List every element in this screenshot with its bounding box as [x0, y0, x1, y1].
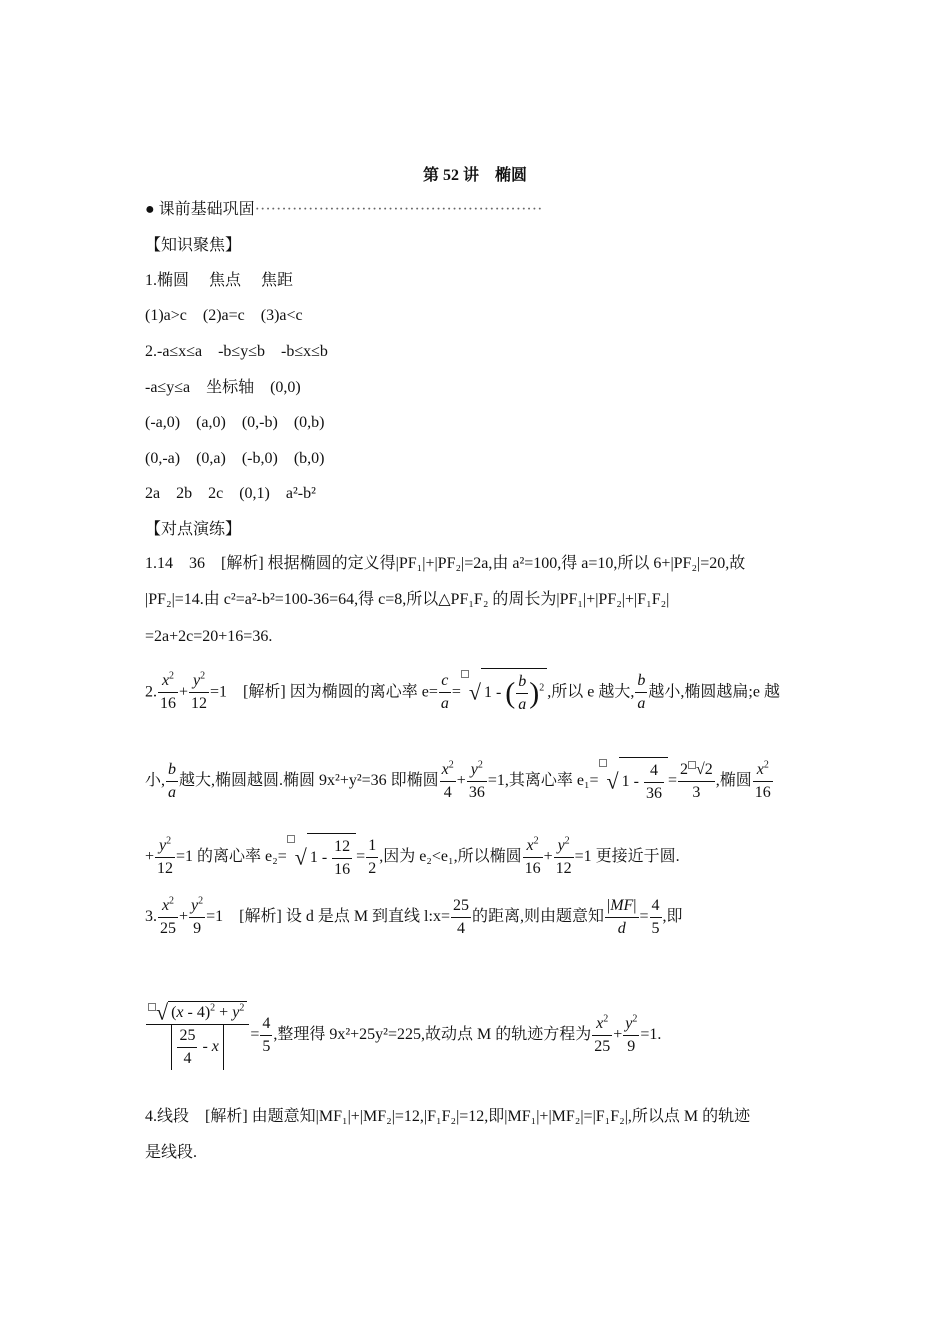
- frac-x2-4: $\frac{x^2}{4}$: [441, 759, 454, 801]
- p1-line-3: =2a+2c=20+16=36.: [145, 628, 273, 645]
- frac-x2-16-b: $\frac{x^2}{16}$: [754, 759, 771, 801]
- frac-2root2-3: $\frac{2 √2}{3}$: [679, 761, 713, 801]
- p1-line-2: |PF₂|=14.由 c²=a²-b²=100-36=64,得 c=8,所以△PF₁F₂ 的周长为|PF₁|+|PF₂|+|F₁F₂|: [145, 591, 670, 608]
- frac-x2-16-c: $\frac{x^2}{16}$: [524, 835, 541, 877]
- p2-text-10: =1 更接近于圆.: [574, 848, 680, 866]
- page-title: 第 52 讲 椭圆: [422, 167, 527, 184]
- knowledge-line-2: (1)a>c (2)a=c (3)a<c: [145, 307, 303, 324]
- frac-x2-16: $\frac{x^2}{16}$: [160, 670, 176, 713]
- frac-y2-9: $\frac{y^2}{9}$: [191, 895, 204, 937]
- frac-y2-12: $\frac{y^2}{12}$: [191, 670, 208, 713]
- p3-text-5: =1.: [640, 1026, 662, 1043]
- frac-distance-ratio: √ $(x - 4)^2 + y^2$ $\frac{25}{4}$ - x: [146, 1001, 249, 1070]
- radical-sign: √: [294, 844, 307, 870]
- p2-line-1: 2. $\frac{x^2}{16}$ + $\frac{y^2}{12}$ =1 [解析] 因为椭圆的离心率 e= $\frac{c}{a}$ = √ 1 - ( $\frac{b}{a}$ )$^2$ ,所以 e 越大, $\frac{b}{a}$ 越小,椭圆越扁;e 越: [145, 668, 780, 717]
- knowledge-heading: 【知识聚焦】: [145, 237, 242, 254]
- p3-text-4: ,整理得 9x²+25y²=225,故动点 M 的轨迹方程为: [273, 1026, 592, 1043]
- frac-MF-d: $\frac{|MF|}{d}$: [606, 896, 637, 937]
- radical-sign: √: [606, 768, 619, 794]
- frac-4-5: $\frac{4}{5}$: [651, 896, 660, 937]
- frac-x2-25-b: $\frac{x^2}{25}$: [594, 1013, 611, 1055]
- frac-y2-9-b: $\frac{y^2}{9}$: [625, 1013, 638, 1055]
- placeholder-box: [599, 759, 607, 767]
- p2-text-4: 小,: [145, 772, 166, 790]
- section-label: ● 课前基础巩固: [145, 201, 255, 218]
- p2-text-7: ,椭圆: [715, 772, 752, 790]
- p3-text-2: 的距离,则由题意知: [471, 908, 604, 925]
- p2-text-1: =1 [解析] 因为椭圆的离心率 e=: [210, 683, 438, 701]
- radicand: 1 - ( $\frac{b}{a}$ )$^2$: [481, 668, 547, 717]
- p2-text-9: ,因为 e₂<e₁,所以椭圆: [379, 848, 522, 866]
- radicand: 1 - $\frac{12}{16}$: [307, 833, 356, 882]
- p2-text-6: =1,其离心率 e₁=: [487, 772, 599, 790]
- knowledge-line-1: 1.椭圆 焦点 焦距: [145, 272, 294, 289]
- knowledge-line-6: (0,-a) (0,a) (-b,0) (b,0): [145, 450, 325, 467]
- frac-y2-36: $\frac{y^2}{36}$: [468, 759, 485, 801]
- p3-line-2: √ $(x - 4)^2 + y^2$ $\frac{25}{4}$ - x = $\frac{4}{5}$ ,整理得 9x²+25y²=225,故动点 M 的轨迹方程为 $\frac{x^2}{25}$ + $\frac{y^2}{9}$ =1.: [145, 1000, 661, 1070]
- placeholder-box: [461, 670, 469, 678]
- p4-line-1: 4.线段 [解析] 由题意知|MF₁|+|MF₂|=12,|F₁F₂|=12,即|MF₁|+|MF₂|=|F₁F₂|,所以点 M 的轨迹: [145, 1108, 751, 1125]
- section-dots: ······················································: [254, 201, 543, 218]
- p2-text-2: ,所以 e 越大,: [547, 683, 635, 701]
- frac-1-2: $\frac{1}{2}$: [368, 837, 377, 877]
- p2-text-8: =1 的离心率 e₂=: [176, 848, 287, 866]
- knowledge-line-4: -a≤y≤a 坐标轴 (0,0): [145, 379, 301, 396]
- p2-text-5: 越大,椭圆越圆.椭圆 9x²+y²=36 即椭圆: [179, 772, 439, 790]
- knowledge-line-5: (-a,0) (a,0) (0,-b) (0,b): [145, 414, 325, 431]
- p4-line-2: 是线段.: [145, 1144, 198, 1161]
- p2-line-2: 小, $\frac{b}{a}$ 越大,椭圆越圆.椭圆 9x²+y²=36 即椭圆 $\frac{x^2}{4}$ + $\frac{y^2}{36}$ =1,其离心率 e₁= √ 1 - $\frac{4}{36}$ = $\frac{2 √2}{3}$ ,椭圆 $\frac{x^2}{16}$: [145, 757, 774, 806]
- p3-text-1: =1 [解析] 设 d 是点 M 到直线 l:x=: [206, 908, 450, 925]
- placeholder-box: [287, 835, 295, 843]
- radical-sign: √: [468, 679, 481, 705]
- frac-c-a: $\frac{c}{a}$: [440, 672, 449, 713]
- p3-line-1: 3. $\frac{x^2}{25}$ + $\frac{y^2}{9}$ =1 [解析] 设 d 是点 M 到直线 l:x= $\frac{25}{4}$ 的距离,则由题意知 $\frac{|MF|}{d}$ = $\frac{4}{5}$ ,即: [145, 893, 683, 941]
- frac-y2-12-b: $\frac{y^2}{12}$: [157, 835, 174, 877]
- frac-x2-25: $\frac{x^2}{25}$: [160, 895, 176, 937]
- p2-line-3: + $\frac{y^2}{12}$ =1 的离心率 e₂= √ 1 - $\frac{12}{16}$ = $\frac{1}{2}$ ,因为 e₂<e₁,所以椭圆 $\frac{x^2}{16}$ + $\frac{y^2}{12}$ =1 更接近于圆.: [145, 833, 680, 882]
- frac-25-4: $\frac{25}{4}$: [452, 896, 469, 937]
- p1-line-1: 1.14 36 [解析] 根据椭圆的定义得|PF₁|+|PF₂|=2a,由 a²=100,得 a=10,所以 6+|PF₂|=20,故: [145, 555, 746, 572]
- frac-y2-12-c: $\frac{y^2}{12}$: [555, 835, 572, 877]
- knowledge-line-7: 2a 2b 2c (0,1) a²-b²: [145, 485, 316, 502]
- frac-b-a: $\frac{b}{a}$: [637, 672, 646, 713]
- section-heading: [145, 200, 542, 220]
- practice-heading: 【对点演练】: [145, 521, 242, 538]
- p2-text-3: 越小,椭圆越扁;e 越: [648, 683, 780, 701]
- p3-text-3: ,即: [662, 908, 683, 925]
- p3-prefix: 3.: [145, 908, 157, 925]
- frac-b-a-2: $\frac{b}{a}$: [168, 761, 177, 801]
- radicand: 1 - $\frac{4}{36}$: [619, 757, 668, 806]
- knowledge-line-3: 2.-a≤x≤a -b≤y≤b -b≤x≤b: [145, 343, 328, 360]
- frac-4-5-b: $\frac{4}{5}$: [262, 1014, 271, 1055]
- p2-prefix: 2.: [145, 683, 157, 701]
